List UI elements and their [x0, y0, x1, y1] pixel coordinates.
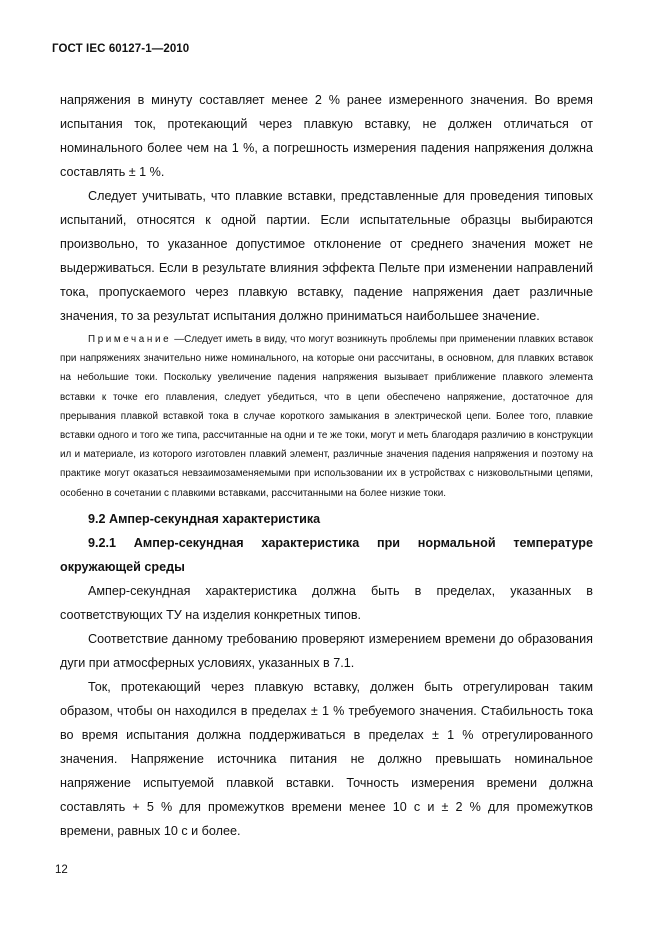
note-text: —Следует иметь в виду, что могут возникнуть проблемы при применении плавких вставок при напряжениях значительно ниже номинального, на которые они рассчитаны, в основном, для плавких вставок на небольшие токи. Поскольку увеличение падения напряжения вызывает приближение плавкого элемента вставки к точке его плавления, следует убедиться, что в цепи обеспечено напряжение, достаточное для прерывания плавкой вставкой тока в случае короткого замыкания в электрической цепи. Более того, плавкие вставки одного и того же типа, рассчитанные на одни и те же токи, могут и меть благодаря различию в конструкции ил и материале, из которого изготовлен плавкий элемент, различные значения падения напряжения и поэтому на практике могут оказаться невзаимозаменяемыми при использовании их в устройствах с низковольтными цепями, особенно в сочетании с плавкими вставками, рассчитанными на более низкие токи. [60, 334, 593, 499]
note-block [60, 330, 593, 503]
document-header: ГОСТ IEC 60127-1—2010 [52, 43, 190, 55]
note-label: Примечание [88, 334, 172, 345]
subsection-heading: 9.2.1 Ампер-секундная характеристика при нормальной температуре окружающей среды [60, 535, 593, 574]
paragraph-current-regulation: Ток, протекающий через плавкую вставку, должен быть отрегулирован таким образом, чтобы он находился в пределах ± 1 % требуемого значения. Стабильность тока во время испытания должна поддерживаться в пределах ± 1 % отрегулированного значения. Напряжение источника питания не должно превышать номинальное напряжение испытуемой плавкой вставки. Точность измерения времени должна составлять + 5 % для промежутков времени менее 10 с и ± 2 % для промежутков времени, равных 10 с и более. [60, 679, 593, 838]
paragraph-type-tests: Следует учитывать, что плавкие вставки, представленные для проведения типовых испытаний, относятся к одной партии. Если испытательные образцы выбираются произвольно, то указанное допустимое отклонение от среднего значения может не выдерживаться. Если в результате влияния эффекта Пельте при изменении направлений тока, пропускаемого через плавкую вставку, падение напряжения дает различные значения, то за результат испытания должно приниматься наибольшее значение. [60, 189, 593, 323]
paragraph-continuation: напряжения в минуту составляет менее 2 % ранее измеренного значения. Во время испытания ток, протекающий через плавкую вставку, не должен отличаться от номинального более чем на 1 %, а погрешность измерения падения напряжения должна составлять ± 1 %. [60, 93, 593, 179]
paragraph-verification: Соответствие данному требованию проверяют измерением времени до образования дуги при атмосферных условиях, указанных в 7.1. [60, 631, 593, 670]
page-body [60, 88, 593, 843]
paragraph-limits: Ампер-секундная характеристика должна быть в пределах, указанных в соответствующих ТУ на изделия конкретных типов. [60, 583, 593, 622]
page-number: 12 [55, 864, 68, 876]
section-heading: 9.2 Ампер-секундная характеристика [88, 511, 321, 526]
